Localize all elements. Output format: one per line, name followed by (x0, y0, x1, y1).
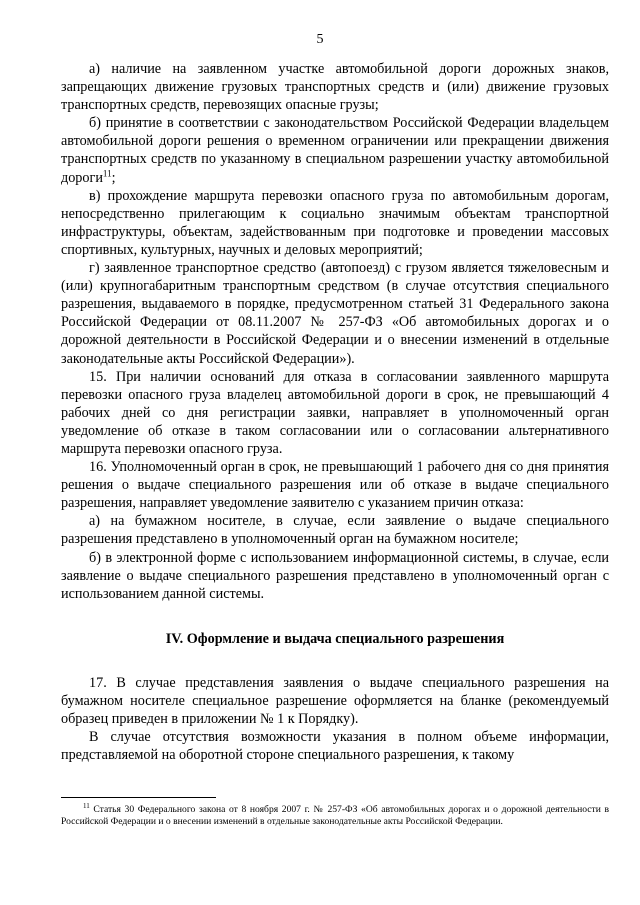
footnote-mark: 11 (83, 801, 90, 810)
paragraph-16-b: б) в электронной форме с использованием информационной системы, в случае, если заявление о выдаче специального разрешения представлено в уполномоченный орган с использованием данной системы. (61, 549, 609, 602)
document-body (61, 60, 609, 764)
footnote-divider (61, 797, 216, 798)
footnote-reference: 11 (102, 167, 112, 178)
page-number: 5 (316, 32, 324, 47)
footnote-text: Статья 30 Федерального закона от 8 ноября 2007 г. № 257-ФЗ «Об автомобильных дорогах и о дорожной деятельности в Российской Федерации и о внесении изменений в отдельные законодательные акты Российской Федерации. (61, 804, 609, 828)
paragraph-16-a: а) на бумажном носителе, в случае, если заявление о выдаче специального разрешения представлено в уполномоченный орган на бумажном носителе; (61, 513, 609, 548)
paragraph-17: 17. В случае представления заявления о выдаче специального разрешения на бумажном носителе специальное разрешение оформляется на бланке (рекомендуемый образец приведен в приложении № 1 к Порядку). (61, 674, 609, 728)
paragraph-b-text: б) принятие в соответствии с законодательством Российской Федерации владельцем автомобильной дороги решения о временном ограничении или прекращении движения транспортных средств по указанному в специальном разрешении участку автомобильной дороги (61, 115, 609, 186)
paragraph-16: 16. Уполномоченный орган в срок, не превышающий 1 рабочего дня со дня принятия решения о выдаче специального разрешения или об отказе в выдаче специального разрешения, направляет уведомление заявителю с указанием причин отказа: (61, 459, 609, 512)
paragraph-b-tail: ; (111, 169, 116, 186)
paragraph-b-restriction (61, 114, 609, 186)
footnote (61, 801, 609, 829)
paragraph-a-road-signs: а) наличие на заявленном участке автомобильной дороги дорожных знаков, запрещающих движение грузовых транспортных средств и (или) движение грузовых транспортных средств, перевозящих опасные грузы; (61, 61, 609, 114)
paragraph-15: 15. При наличии оснований для отказа в согласовании заявленного маршрута перевозки опасного груза владелец автомобильной дороги в срок, не превышающий 4 рабочих дней со дня регистрации заявки, направляет в уполномоченный орган уведомление об отказе в таком согласовании или о согласовании альтернативного маршрута перевозки опасного груза. (61, 368, 609, 457)
paragraph-v-route: в) прохождение маршрута перевозки опасного груза по автомобильным дорогам, непосредственно прилегающим к социально значимым объектам транспортной инфраструктуры, объектам, задействованным при подготовке и проведении массовых спортивных, культурных, научных и деловых мероприятий; (61, 187, 609, 258)
section-heading: IV. Оформление и выдача специального разрешения (165, 630, 505, 647)
paragraph-17-continued: В случае отсутствия возможности указания в полном объеме информации, представляемой на оборотной стороне специального разрешения, к такому (61, 729, 609, 764)
paragraph-g-vehicle: г) заявленное транспортное средство (автопоезд) с грузом является тяжеловесным и (или) крупногабаритным транспортным средством (в случае отсутствия специального разрешения, выдаваемого в порядке, предусмотренном статьей 31 Федерального закона Российской Федерации от 08.11.2007 № 257-ФЗ «Об автомобильных дорогах и о дорожной деятельности в Российской Федерации и о внесении изменений в отдельные законодательные акты Российской Федерации»). (61, 260, 609, 367)
